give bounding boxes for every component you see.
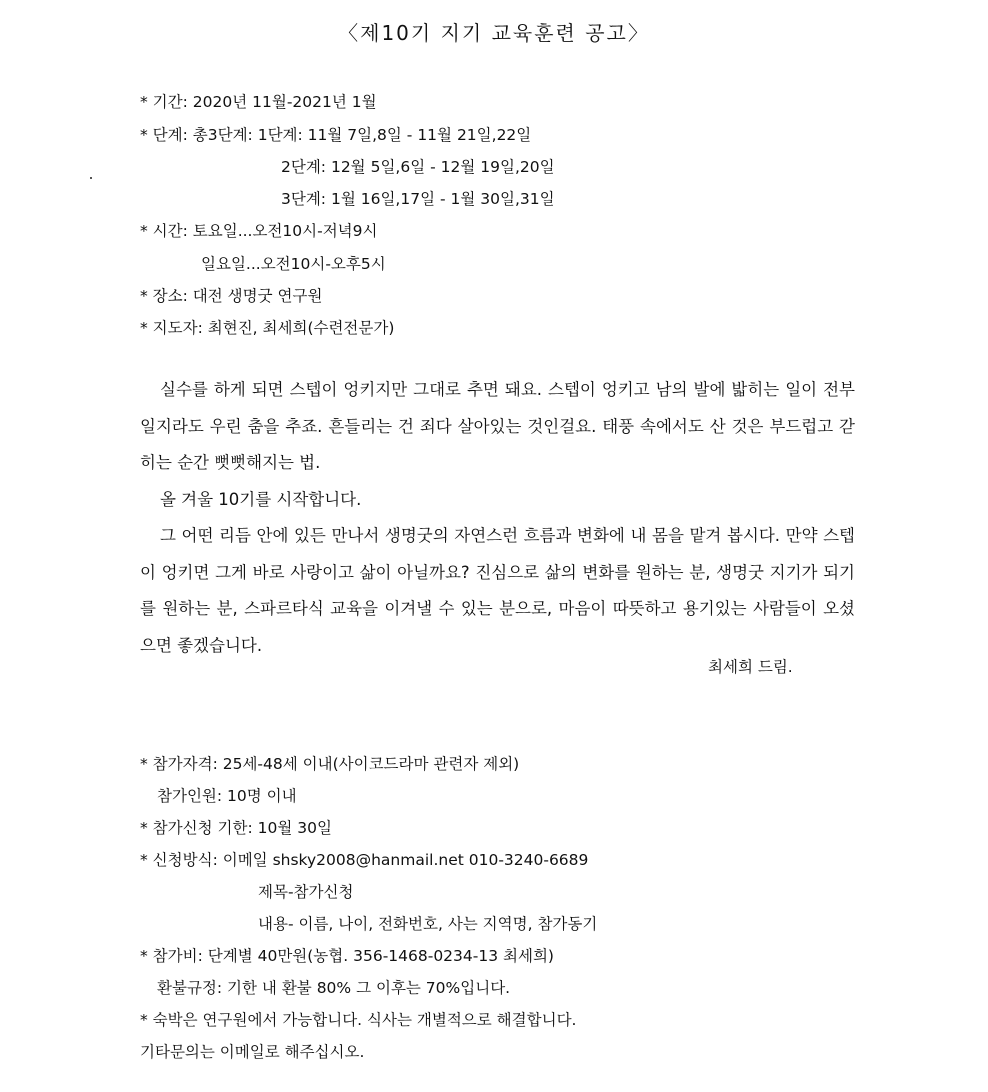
application-method-line: * 신청방식: 이메일 shsky2008@hanmail.net 010-3240-6689 [140, 851, 589, 869]
email-subject-line: 제목-참가신청 [258, 883, 354, 901]
fee-line: * 참가비: 단계별 40만원(농협. 356-1468-0234-13 최세희) [140, 947, 554, 965]
eligibility-line: * 참가자격: 25세-48세 이내(사이코드라마 관련자 제외) [140, 755, 520, 773]
signature: 최세희 드림. [708, 658, 793, 676]
stage-1-line: * 단계: 총3단계: 1단계: 11월 7일,8일 - 11월 21일,22일 [140, 126, 532, 144]
deadline-line: * 참가신청 기한: 10월 30일 [140, 819, 332, 837]
page-title: 〈제10기 지기 교육훈련 공고〉 [338, 21, 650, 45]
body-paragraph-3: 그 어떤 리듬 안에 있든 만나서 생명굿의 자연스런 흐름과 변화에 내 몸을 맡겨 봅시다. 만약 스텝이 엉키면 그게 바로 사랑이고 삶이 아닐까요? 진심으로 삶의 변화를 원하는 분, 생명굿 지기가 되기를 원하는 분, 스파르타식 교육을 이겨낼 수 있는 분으로, 마음이 따뜻하고 용기있는 사람들이 오셨으면 좋겠습니다. [140, 526, 855, 655]
body-paragraph-1: 실수를 하게 되면 스텝이 엉키지만 그대로 추면 돼요. 스텝이 엉키고 남의 발에 밟히는 일이 전부일지라도 우린 춤을 추죠. 흔들리는 건 죄다 살아있는 것인걸요. 태풍 속에서도 산 것은 부드럽고 갇히는 순간 뻣뻣해지는 법. [140, 380, 855, 472]
place-line: * 장소: 대전 생명굿 연구원 [140, 287, 323, 305]
lodging-line: * 숙박은 연구원에서 가능합니다. 식사는 개별적으로 해결합니다. [140, 1011, 577, 1029]
instructor-line: * 지도자: 최현진, 최세희(수련전문가) [140, 319, 395, 337]
stage-2-line: 2단계: 12월 5일,6일 - 12월 19일,20일 [281, 158, 555, 176]
time-sunday-line: 일요일...오전10시-오후5시 [201, 255, 386, 273]
time-saturday-line: * 시간: 토요일...오전10시-저녁9시 [140, 222, 378, 240]
period-line: * 기간: 2020년 11월-2021년 1월 [140, 93, 377, 111]
capacity-line: 참가인원: 10명 이내 [157, 787, 297, 805]
inquiry-line: 기타문의는 이메일로 해주십시오. [140, 1043, 365, 1061]
scan-speck [90, 177, 92, 179]
intro-paragraph [140, 372, 855, 664]
refund-policy-line: 환불규정: 기한 내 환불 80% 그 이후는 70%입니다. [157, 979, 511, 997]
stage-3-line: 3단계: 1월 16일,17일 - 1월 30일,31일 [281, 190, 555, 208]
body-paragraph-2: 올 겨울 10기를 시작합니다. [160, 489, 362, 509]
email-content-line: 내용- 이름, 나이, 전화번호, 사는 지역명, 참가동기 [258, 915, 598, 933]
